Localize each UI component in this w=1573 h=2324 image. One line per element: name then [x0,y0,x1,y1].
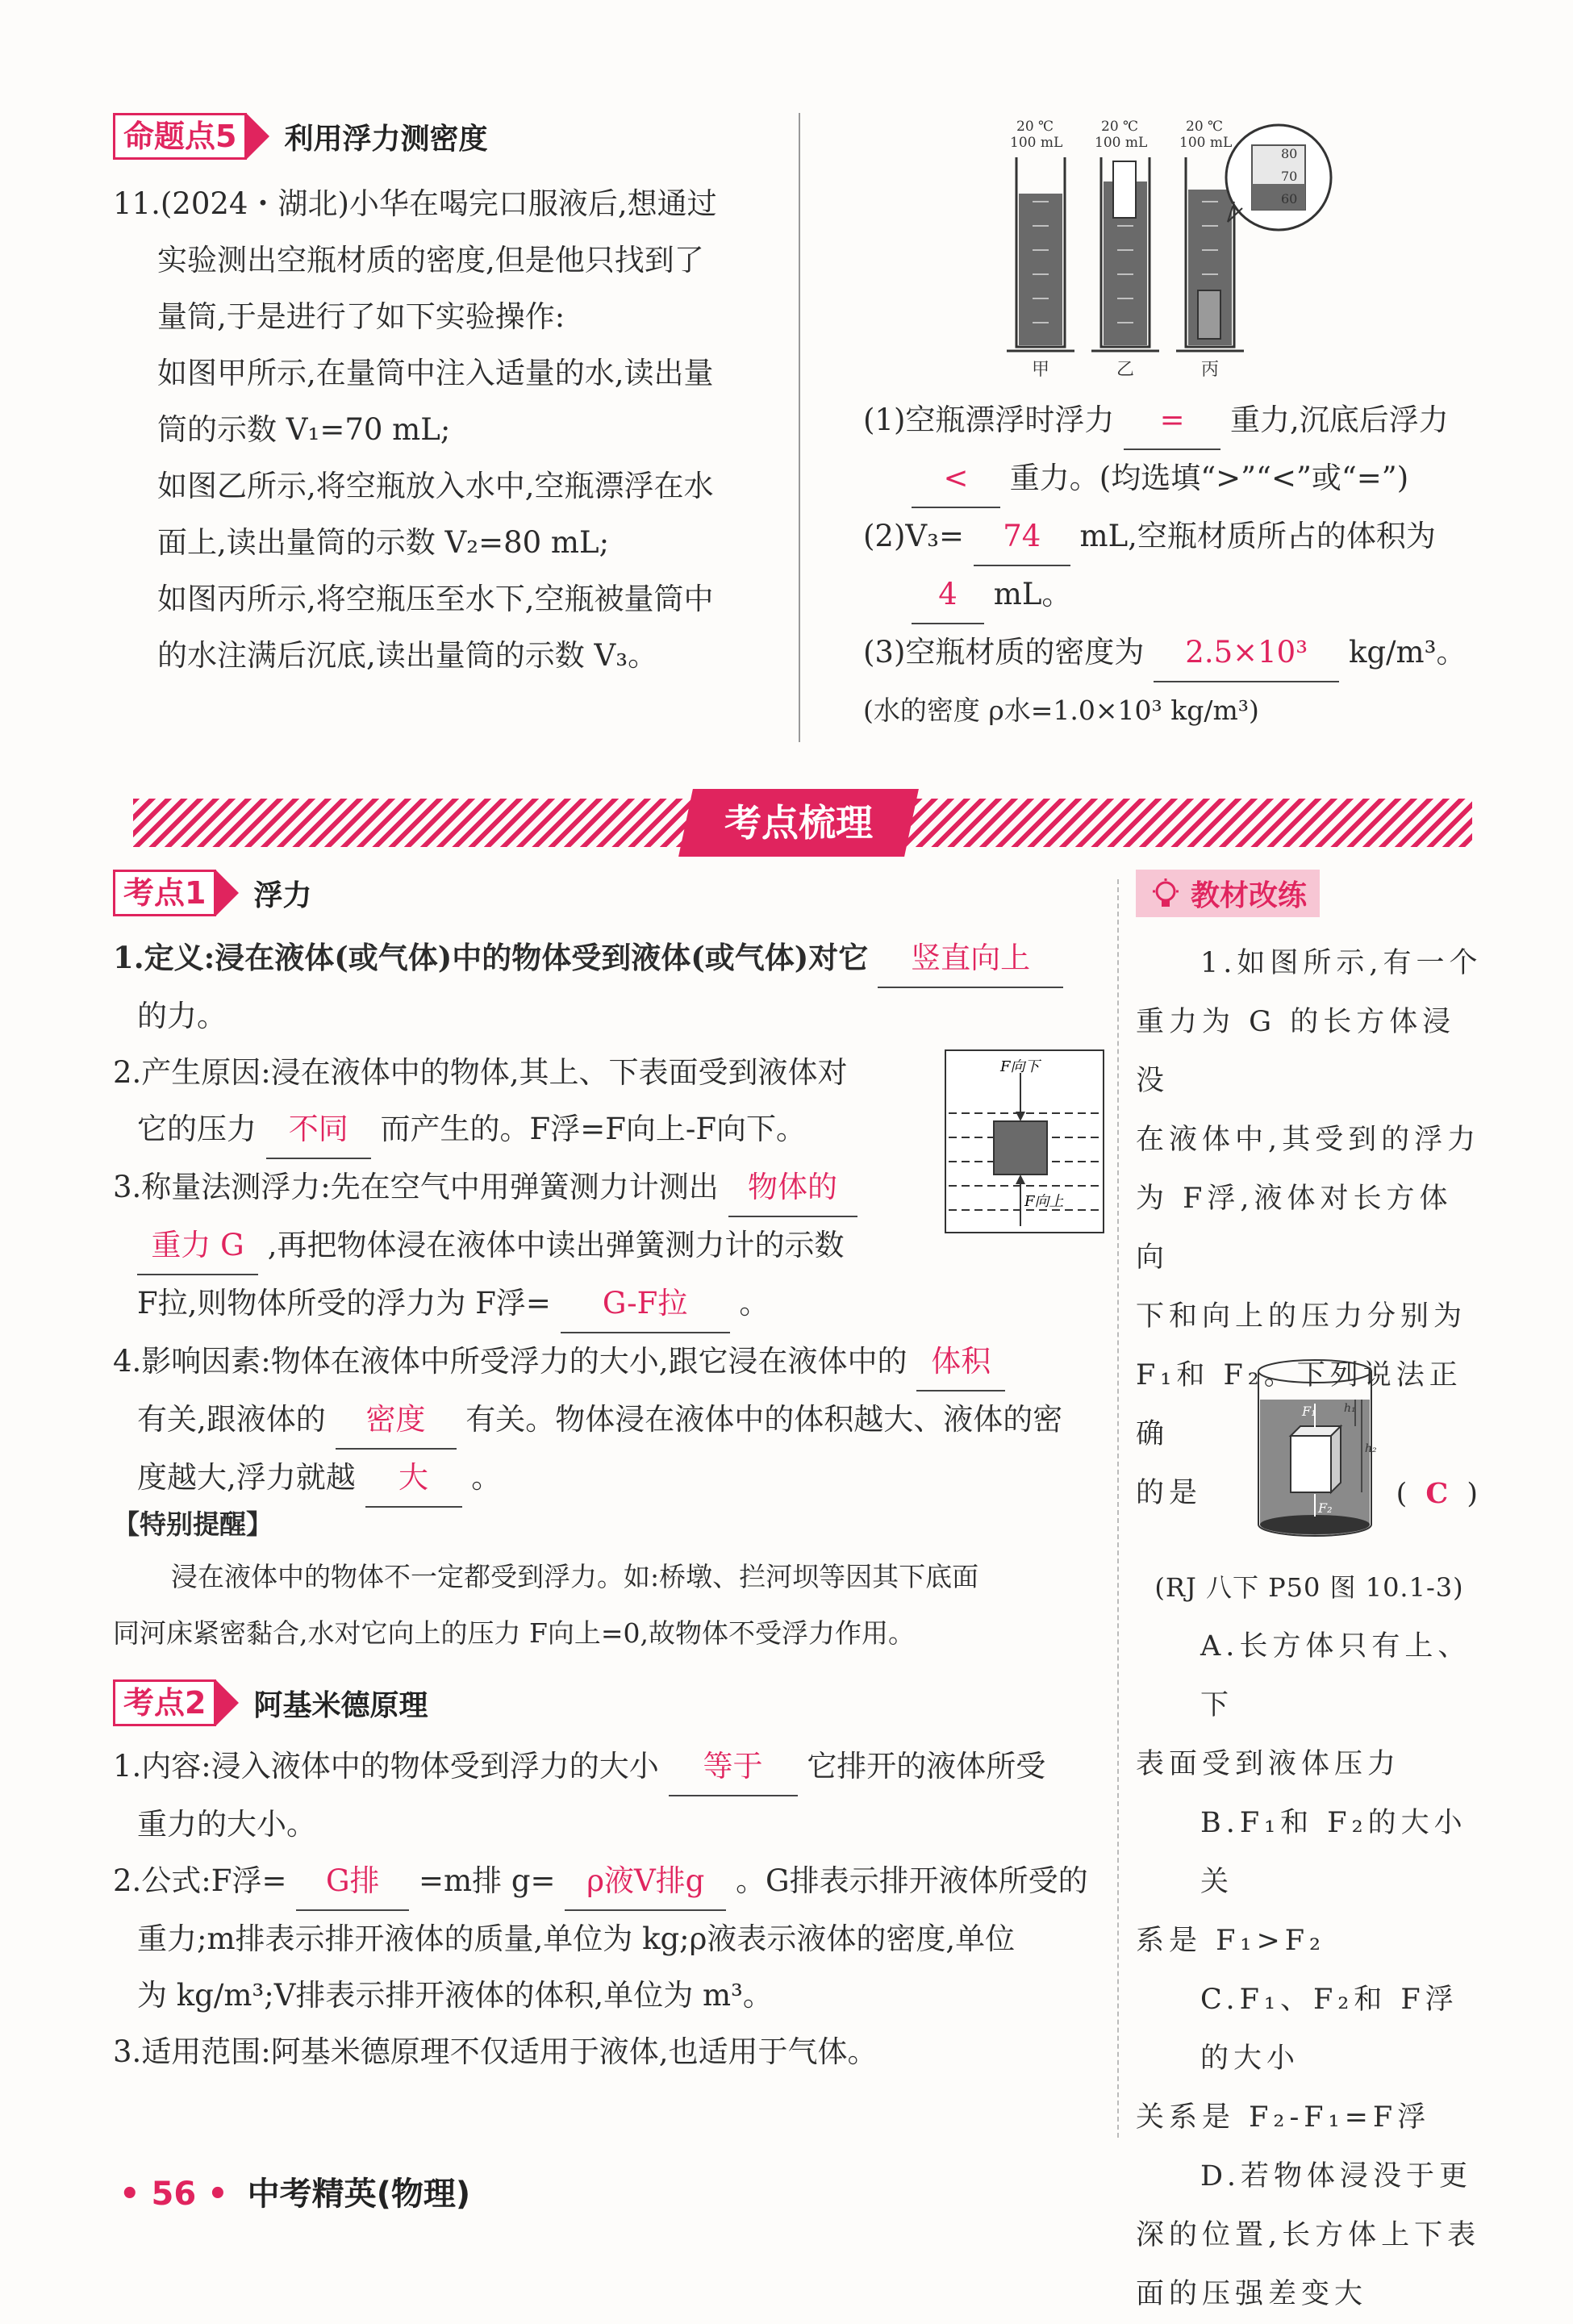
sidebar-divider [1117,879,1119,2138]
q11-part-text: (3)空瓶材质的密度为 [863,635,1145,670]
answer-blank: G-F拉 [561,1275,730,1333]
answer-blank: < [912,450,1000,508]
diagram-label: h₂ [1365,1442,1377,1455]
cyl-label-temp: 20 ℃ [1016,119,1054,135]
item-text: 。 [471,1460,502,1495]
answer-blank: 74 [974,508,1070,566]
diagram-label: F₂ [1318,1500,1333,1516]
item-text: ,再把物体浸在液体中读出弹簧测力计的示数 [267,1228,845,1262]
cylinder-block-diagram [1242,1355,1387,1549]
tag-arrow-icon [216,870,239,916]
reminder-title: 【特别提醒】 [113,1508,273,1540]
item-text: 它排开的液体所受 [807,1749,1046,1784]
q11-line: 量筒,于是进行了如下实验操作: [157,299,565,334]
q11-line: 面上,读出量筒的示数 V₂=80 mL; [157,525,610,560]
q11-part-text: (1)空瓶漂浮时浮力 [863,403,1115,437]
section-tag [113,113,487,160]
sidebar-line: 重力为 G 的长方体浸没 [1136,1006,1456,1097]
option-line: B.F₁和 F₂的大小关 [1200,1807,1467,1898]
kd2-items [113,1738,1105,2080]
answer-blank: 物体的 [728,1159,857,1217]
sidebar-line: 在液体中,其受到的浮力 [1136,1124,1481,1156]
sidebar-line: 下和向上的压力分别为 [1136,1300,1467,1333]
section-tag-label: 考点1 [113,870,216,916]
tag-arrow-icon [247,114,269,159]
section-tag-label: 命题点5 [113,113,247,160]
submerged-block-diagram [944,1049,1105,1234]
force-down-label: F向下 [1000,1058,1040,1075]
sidebar-options [1136,1558,1483,2324]
cyl-label-temp: 20 ℃ [1101,119,1139,135]
section-title: 阿基米德原理 [253,1688,428,1722]
q11-part-text: 重力,沉底后浮力 [1229,403,1449,437]
diagram-label: F₁ [1302,1404,1316,1419]
item-text: 1.定义:浸在液体(或气体)中的物体受到液体(或气体)对它 [113,940,869,975]
zoom-tick: 60 [1281,191,1298,207]
item-text: 为 kg/m³;V排表示排开液体的体积,单位为 m³。 [137,1978,773,2013]
q11-line: 如图乙所示,将空瓶放入水中,空瓶漂浮在水 [157,469,714,503]
option-line: 深的位置,长方体上下表 [1136,2219,1481,2251]
book-title: 中考精英(物理) [247,2176,471,2213]
cyl-label-vol: 100 mL [1095,135,1148,151]
item-text: 重力的大小。 [137,1807,316,1842]
item-text: 3.适用范围:阿基米德原理不仅适用于液体,也适用于气体。 [113,2034,878,2069]
item-text: 3.称量法测浮力:先在空气中用弹簧测力计测出 [113,1170,719,1204]
sidebar-line: 1.如图所示,有一个 [1200,947,1483,979]
section-tag-label: 考点2 [113,1679,216,1726]
cyl-label-vol: 100 mL [1010,135,1063,151]
item-text: 它的压力 [137,1112,257,1146]
lightbulb-icon [1149,877,1183,911]
answer-blank: 4 [912,566,984,624]
page-footer [119,2168,470,2214]
zoom-tick: 70 [1281,169,1298,184]
cylinder-name: 丙 [1200,360,1220,380]
cylinder-name: 乙 [1116,360,1135,380]
item-text: 度越大,浮力就越 [137,1460,356,1495]
cylinder-name: 甲 [1031,360,1050,380]
q11-line: 实验测出空瓶材质的密度,但是他只找到了 [157,243,704,277]
cyl-label-temp: 20 ℃ [1186,119,1224,135]
answer-blank: ρ液V排g [565,1853,726,1911]
section-title: 浮力 [253,878,312,912]
special-reminder [113,1500,1105,1662]
measuring-cylinders-figure [992,113,1444,387]
item-text: 的力。 [137,999,227,1033]
item-text: 4.影响因素:物体在液体中所受浮力的大小,跟它浸在液体中的 [113,1344,908,1379]
q11-part-text: 重力。(均选填“>”“<”或“=”) [1009,461,1409,495]
textbook-exercise-tag [1136,870,1320,917]
option-line: D.若物体浸没于更 [1200,2160,1472,2193]
answer-blank: 2.5×10³ [1154,624,1339,682]
q11-line: 如图甲所示,在量筒中注入适量的水,读出量 [157,356,714,390]
answer-blank: 体积 [916,1333,1005,1391]
option-line: 系是 F₁>F₂ [1136,1925,1326,1957]
answer-blank: 竖直向上 [878,930,1063,988]
answer-blank: 等于 [669,1738,798,1796]
cyl-label-vol: 100 mL [1179,135,1233,151]
q11-note: (水的密度 ρ水=1.0×10³ kg/m³) [863,695,1259,726]
option-line: 关系是 F₂-F₁=F浮 [1136,2101,1431,2134]
section-title: 利用浮力测密度 [284,122,488,156]
item-text: 1.内容:浸入液体中的物体受到浮力的大小 [113,1749,659,1784]
question-11 [113,176,717,684]
q11-part-text: kg/m³。 [1348,635,1467,670]
section-tag [113,870,311,916]
answer-blank: 重力 G [137,1217,258,1275]
item-text: 有关。物体浸在液体中的体积越大、液体的密 [465,1402,1063,1437]
page-number: • 56 • [119,2176,228,2213]
q11-line: 11.(2024・湖北)小华在喝完口服液后,想通过 [113,186,717,221]
figure-caption: (RJ 八下 P50 图 10.1-3) [1154,1572,1464,1603]
item-text: =m排 g= [418,1863,556,1898]
item-text: 有关,跟液体的 [137,1402,326,1437]
q11-line: 筒的示数 V₁=70 mL; [157,412,451,447]
reminder-text: 浸在液体中的物体不一定都受到浮力。如:桥墩、拦河坝等因其下底面 [171,1561,979,1592]
answer-blank: = [1124,392,1220,450]
sidebar-line: F₁和 F₂。下列说法正确 [1136,1359,1462,1450]
reminder-text: 同河床紧密黏合,水对它向上的压力 F向上=0,故物体不受浮力作用。 [113,1617,916,1649]
diagram-label: h₁ [1344,1402,1356,1415]
answer-blank: 密度 [336,1391,457,1450]
item-text: 而产生的。F浮=F向上-F向下。 [380,1112,807,1146]
item-text: 2.产生原因:浸在液体中的物体,其上、下表面受到液体对 [113,1055,848,1090]
item-text: 2.公式:F浮= [113,1863,287,1898]
q11-part-text: (2)V₃= [863,519,964,553]
item-text: 。G排表示排开液体所受的 [736,1863,1088,1898]
item-text: 。 [739,1286,770,1321]
q11-line: 的水注满后沉底,读出量筒的示数 V₃。 [157,638,658,673]
q11-part-text: mL,空瓶材质所占的体积为 [1079,519,1436,553]
item-text: F拉,则物体所受的浮力为 F浮= [137,1286,551,1321]
option-line: 面的压强差变大 [1136,2278,1368,2310]
option-line: A.长方体只有上、下 [1200,1630,1471,1721]
item-text: 重力;m排表示排开液体的质量,单位为 kg;ρ液表示液体的密度,单位 [137,1921,1016,1956]
textbook-exercise-label: 教材改练 [1191,879,1308,912]
q11-part-text: mL。 [993,577,1072,611]
section-tag [113,1679,428,1726]
answer-blank: 大 [365,1450,462,1508]
answer-blank: G排 [296,1853,409,1911]
tag-arrow-icon [216,1680,239,1725]
column-divider [799,113,800,742]
option-line: C.F₁、F₂和 F浮的大小 [1200,1984,1458,2075]
choice-answer: C [1425,1477,1454,1510]
sidebar-line: 为 F浮,液体对长方体向 [1136,1183,1453,1274]
answer-blank: 不同 [266,1101,371,1159]
option-line: 表面受到液体压力 [1136,1748,1401,1780]
q11-line: 如图丙所示,将空瓶压至水下,空瓶被量筒中 [157,582,714,616]
force-up-label: F向上 [1024,1193,1064,1210]
section-banner-title: 考点梳理 [678,789,919,857]
zoom-tick: 80 [1281,146,1298,161]
answer-paren: ( C ) [1396,1477,1483,1510]
q11-parts [863,392,1466,739]
sidebar-line: 的是 [1136,1477,1203,1509]
